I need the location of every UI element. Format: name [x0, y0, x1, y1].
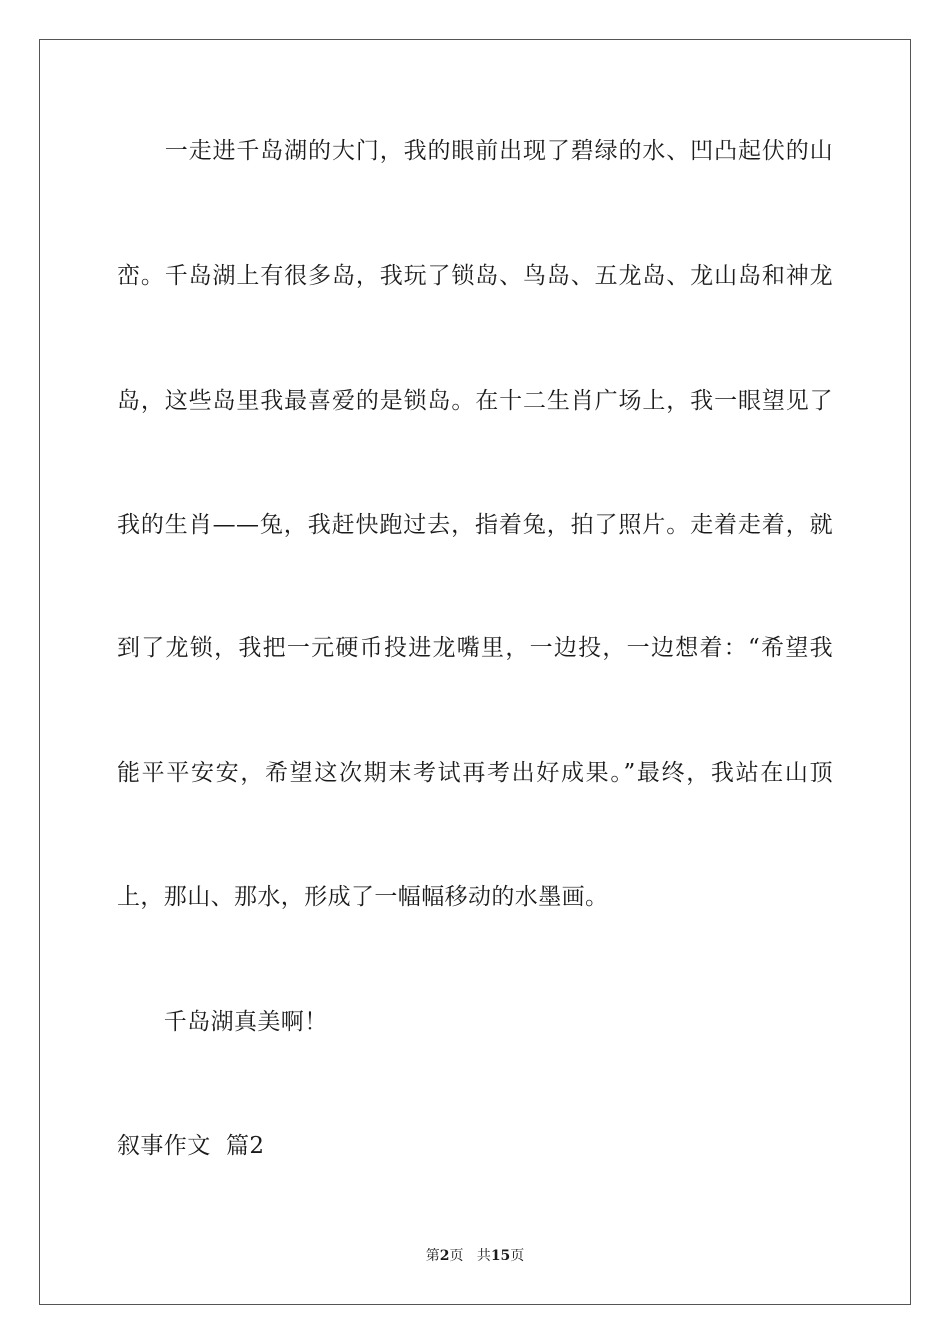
paragraph-line-4: 我的生肖——兔，我赶快跑过去，指着兔，拍了照片。走着走着，就: [117, 512, 833, 538]
page-border: [39, 39, 911, 1305]
paragraph-line-1: 一走进千岛湖的大门，我的眼前出现了碧绿的水、凹凸起伏的山: [117, 138, 833, 164]
paragraph-line-7: 上，那山、那水，形成了一幅幅移动的水墨画。: [117, 884, 609, 910]
footer-page-suffix: 页: [449, 1248, 464, 1264]
footer-page-number: 2: [439, 1248, 450, 1264]
footer-total-pages: 15: [490, 1248, 511, 1264]
paragraph-line-6: 能平平安安，希望这次期末考试再考出好成果。”最终，我站在山顶: [117, 760, 833, 786]
paragraph-line-3: 岛，这些岛里我最喜爱的是锁岛。在十二生肖广场上，我一眼望见了: [117, 388, 833, 414]
page-footer: [0, 1246, 950, 1266]
paragraph-line-2: 峦。千岛湖上有很多岛，我玩了锁岛、鸟岛、五龙岛、龙山岛和神龙: [117, 263, 833, 289]
closing-sentence: 千岛湖真美啊！: [117, 1009, 328, 1035]
paragraph-line-5: 到了龙锁，我把一元硬币投进龙嘴里，一边投，一边想着：“希望我: [117, 635, 833, 661]
section-heading: 叙事作文 篇2: [117, 1133, 265, 1159]
footer-total-suffix: 页: [510, 1248, 525, 1264]
footer-total-prefix: 共: [476, 1248, 491, 1264]
footer-page-prefix: 第: [425, 1248, 440, 1264]
